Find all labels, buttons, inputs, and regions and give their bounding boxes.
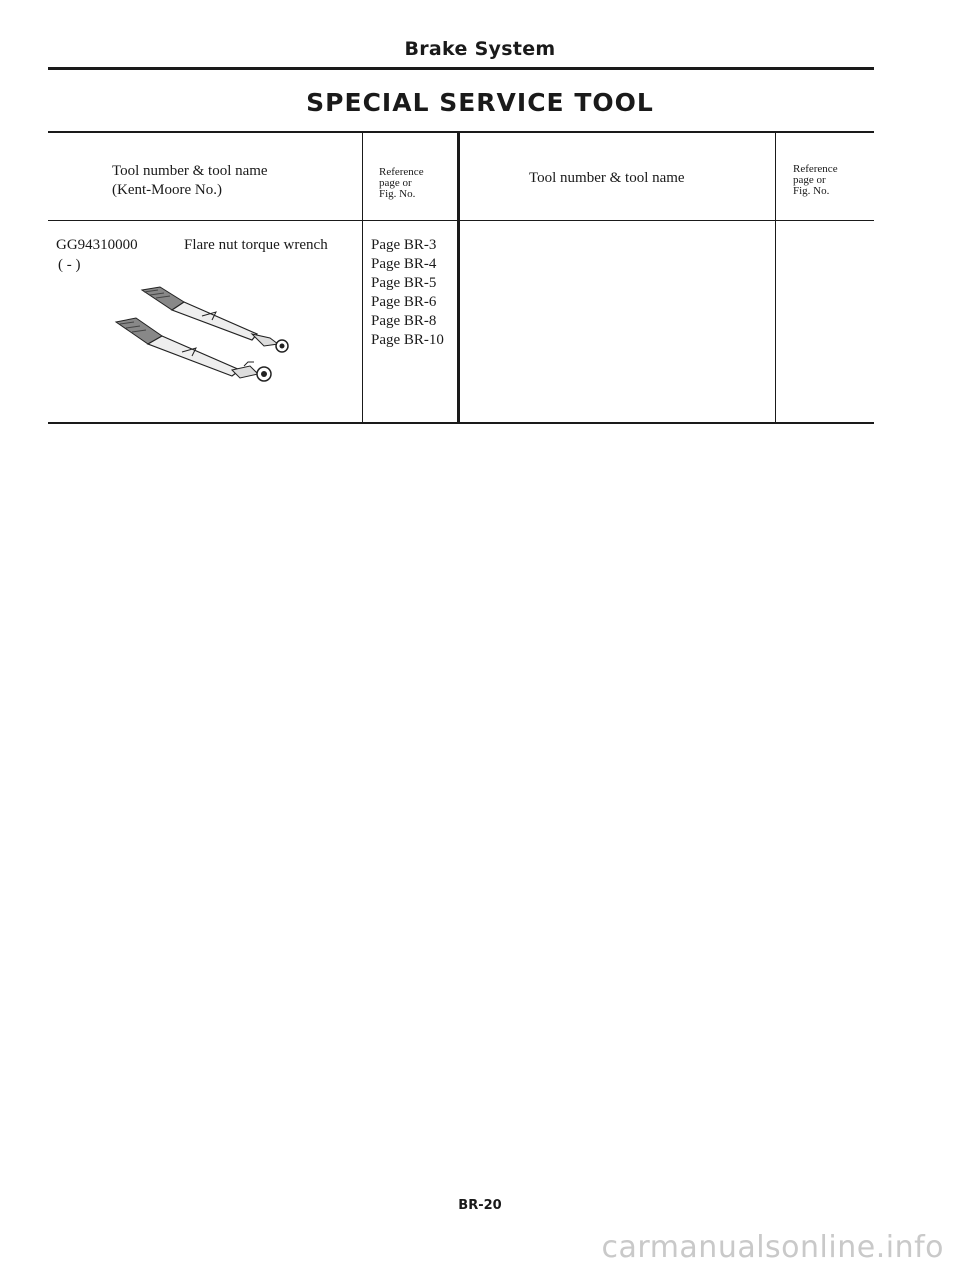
column-divider-ref — [362, 132, 363, 423]
ref-header — [379, 167, 424, 200]
tool-number: GG94310000 — [56, 237, 138, 253]
left-header — [112, 162, 268, 200]
wrench-lower-icon — [116, 318, 271, 381]
reference-page: Page BR-10 — [371, 332, 444, 348]
column-divider-center — [457, 132, 460, 423]
table-header-rule — [48, 220, 874, 221]
ref-header-line3: Fig. No. — [379, 188, 416, 200]
table-top-rule — [48, 131, 874, 133]
page-title: SPECIAL SERVICE TOOL — [306, 88, 654, 117]
reference-page: Page BR-5 — [371, 275, 437, 291]
table-bottom-rule — [48, 422, 874, 424]
reference-page: Page BR-8 — [371, 313, 437, 329]
section-rule — [48, 67, 874, 70]
reference-page: Page BR-4 — [371, 256, 437, 272]
column-divider-right-ref — [775, 132, 776, 423]
ref-header-line2: page or — [379, 177, 412, 189]
reference-page: Page BR-3 — [371, 237, 437, 253]
reference-pages — [371, 236, 444, 350]
watermark: carmanualsonline.info — [601, 1230, 944, 1265]
page-number: BR-20 — [458, 1198, 502, 1213]
tool-name: Flare nut torque wrench — [184, 237, 328, 253]
ref-header-line1: Reference — [379, 166, 424, 178]
flare-nut-torque-wrench-illustration — [112, 282, 302, 392]
right-ref-header-line1: Reference — [793, 163, 838, 175]
right-ref-header-line3: Fig. No. — [793, 185, 830, 197]
left-header-line1: Tool number & tool name — [112, 163, 268, 179]
left-header-line2: (Kent-Moore No.) — [112, 182, 222, 198]
reference-page: Page BR-6 — [371, 294, 437, 310]
right-ref-header — [793, 164, 838, 197]
section-title: Brake System — [404, 38, 556, 60]
kent-moore-number: ( - ) — [58, 257, 81, 273]
right-header: Tool number & tool name — [529, 170, 685, 186]
right-ref-header-line2: page or — [793, 174, 826, 186]
